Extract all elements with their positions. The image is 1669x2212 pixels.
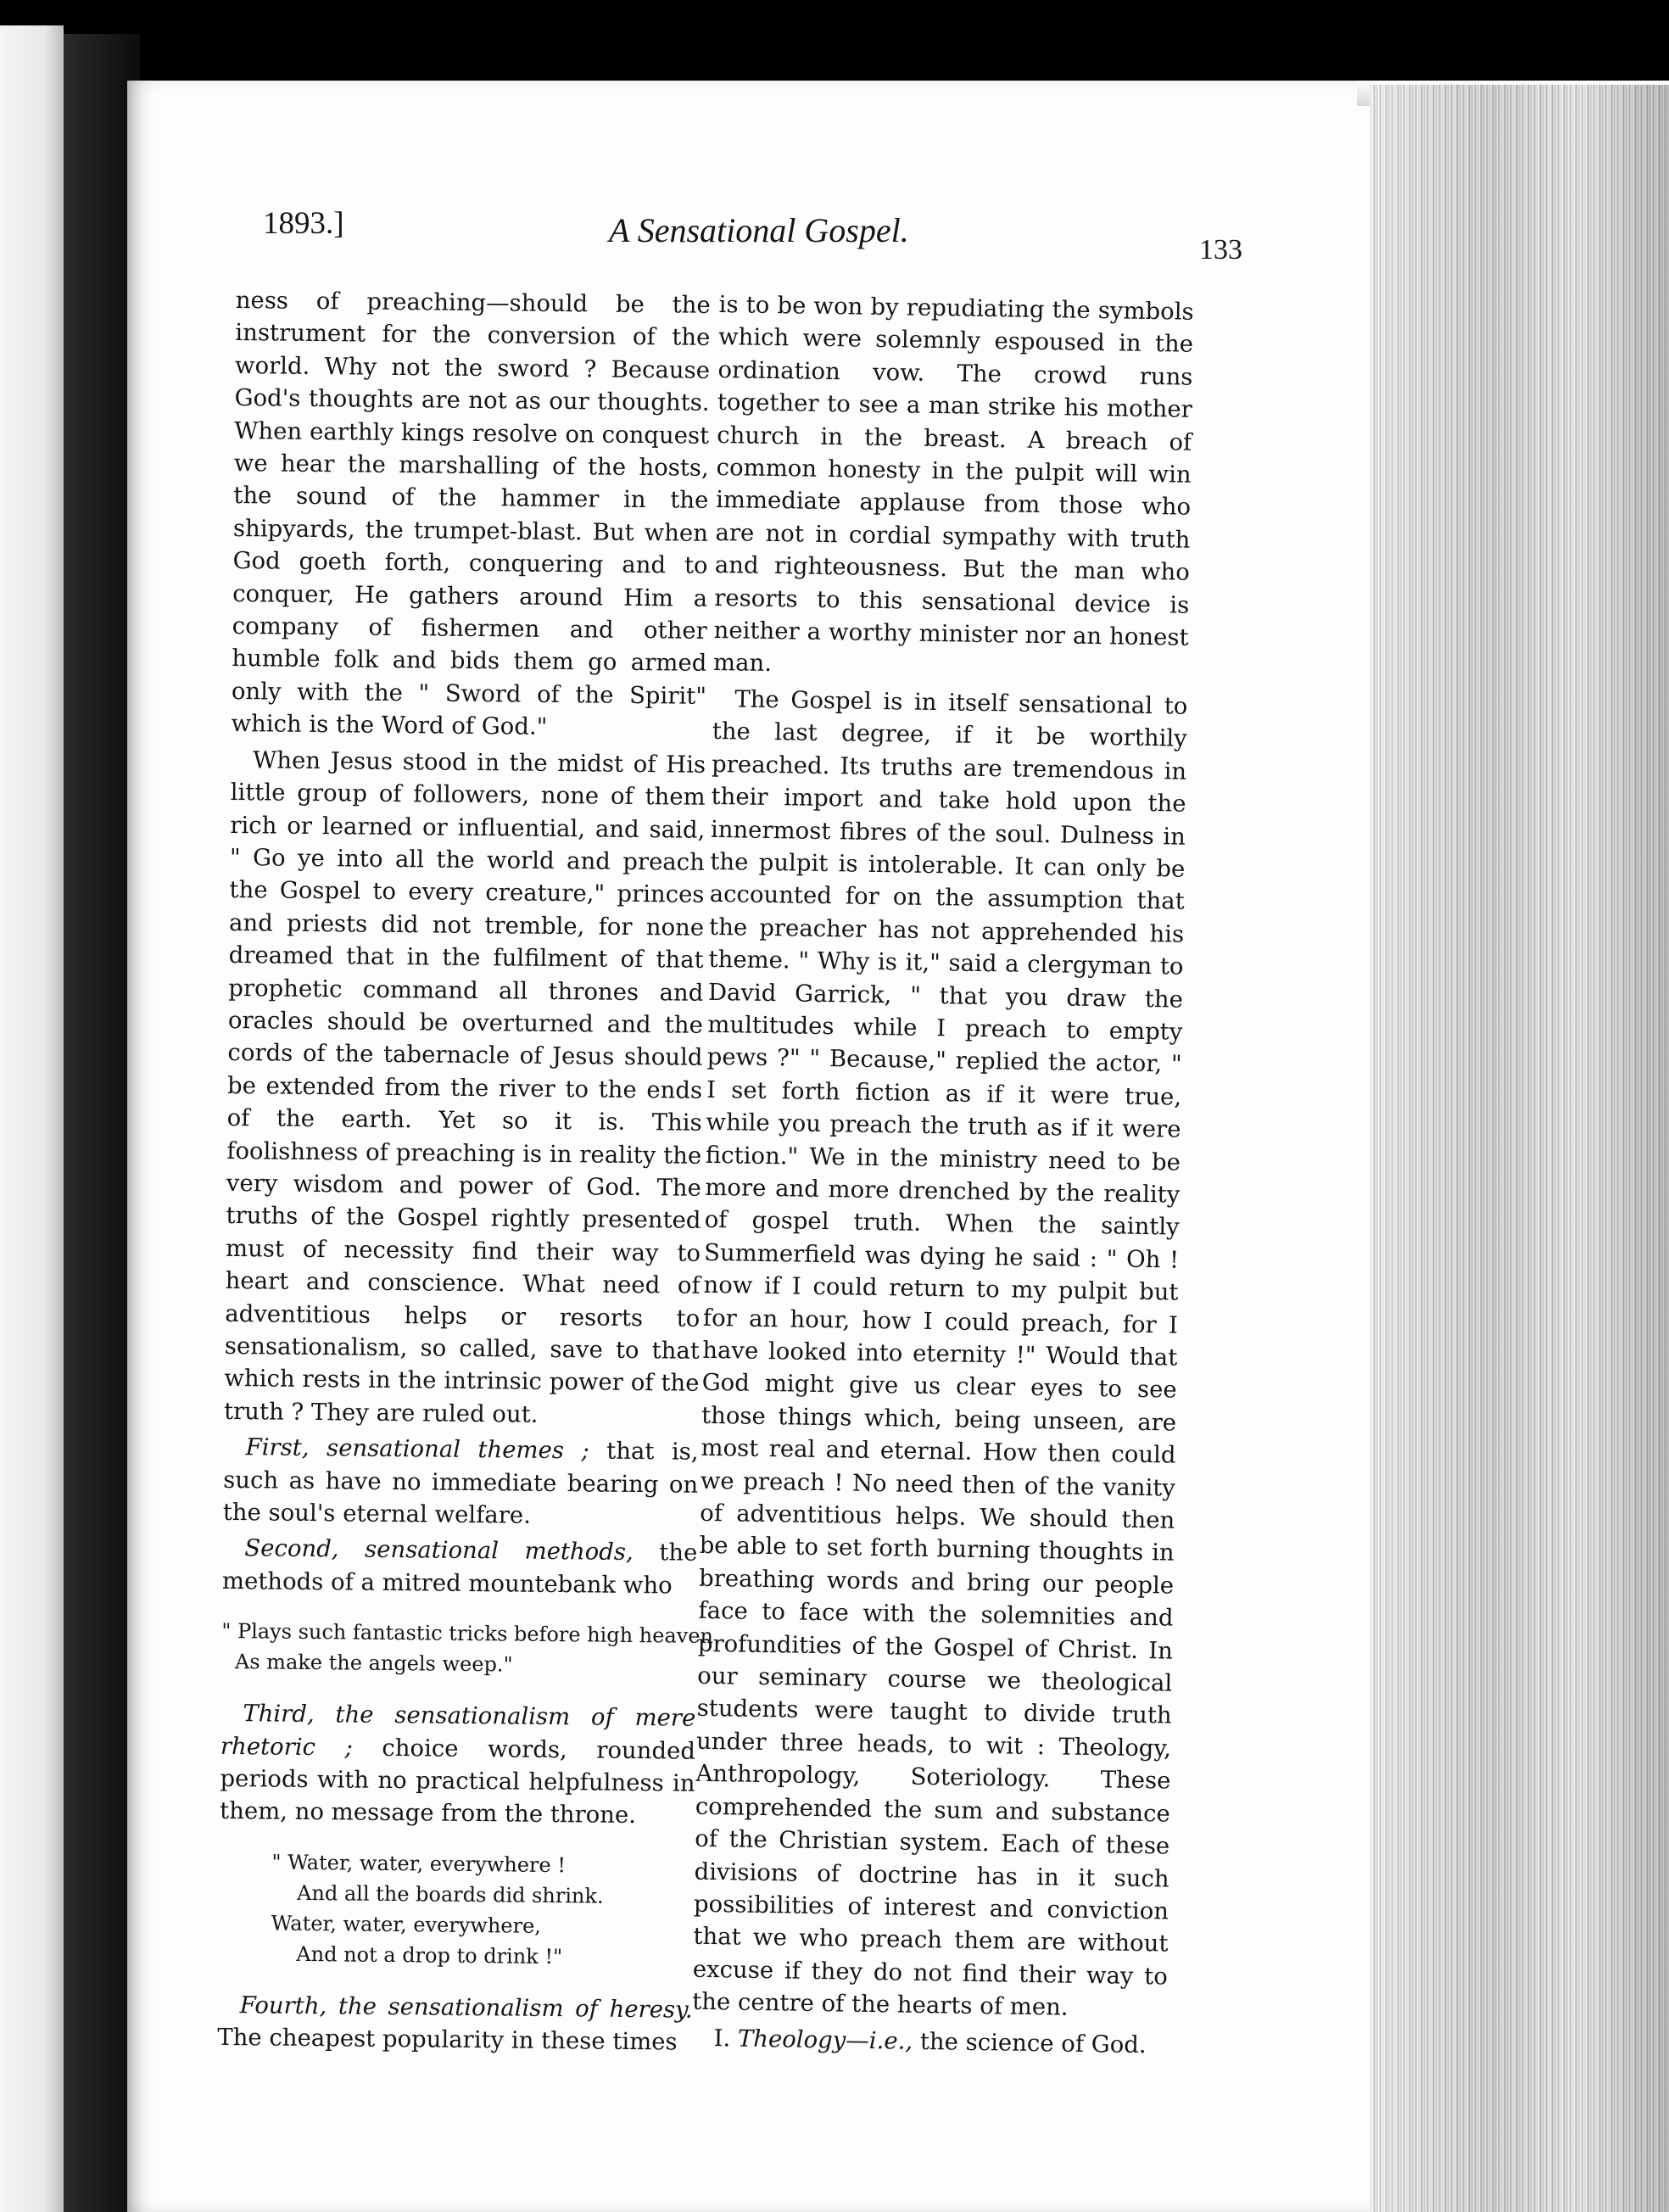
paragraph: ness of preaching—should be the instrument for the conversion of the world. Why not the sword ? Because God's thoughts are not as our thoughts. When earthly kings resolve on conquest we hear the marshalling of the hosts, the sound of the hammer in the shipyards, the trumpet-blast. But when God goeth forth, conquering and to conquer, He gathers around Him a company of fishermen and other humble folk and bids them go armed only with the " Sword of the Spirit" which is the Word of God.": [231, 286, 711, 741]
italic-lead: Theology—i.e.,: [737, 2025, 913, 2055]
italic-lead: Fourth, the sensationalism of heresy.: [239, 1991, 693, 2024]
paragraph: is to be won by repudiating the symbols which were solemnly espoused in the ordination vow. The crowd runs together to see a man strike his mother church in the breast. A breach of common honesty in the pulpit will win immediate applause from those who are not in cordial sympathy with truth and righteousness. But the man who resorts to this sensational device is neither a worthy minister nor an honest man.: [712, 290, 1194, 678]
text-column-right: [691, 288, 1194, 2061]
paragraph-text: that is, such as have no immediate bearing on the soul's eternal welfare.: [222, 1437, 699, 1529]
paragraph-text: the science of God.: [912, 2027, 1147, 2058]
paragraph: [222, 1532, 698, 1602]
verse-line: And not a drop to drink !": [296, 1941, 563, 1969]
running-head-year: 1893.]: [263, 206, 344, 241]
block-quote: [221, 1616, 714, 1682]
facing-page-edge: [0, 25, 64, 2212]
paragraph-text: The cheapest popularity in these times: [217, 2024, 678, 2056]
page-number: 133: [1199, 234, 1242, 265]
page-edges-stack: [1370, 85, 1669, 2212]
italic-lead: First, sensational themes ;: [245, 1433, 589, 1465]
verse-line: Water, water, everywhere,: [271, 1911, 542, 1938]
verse-line: " Water, water, everywhere !: [271, 1850, 567, 1878]
section-number: I.: [713, 2024, 739, 2053]
paragraph: When Jesus stood in the midst of His little group of followers, none of them rich or learned or influential, and said, " Go ye into all the world and preach the Gospel to every creature," princes and priests did not tremble, for none dreamed that in the fulfilment of that prophetic command all thrones and oracles should be overturned and the cords of the tabernacle of Jesus should be extended from the river to the ends of the earth. Yet so it is. This foolishness of preaching is in reality the very wisdom and power of God. The truths of the Gospel rightly presented must of necessity find their way to heart and conscience. What need of adventitious helps or resorts to sensationalism, so called, save to that which rests in the intrinsic power of the truth ? They are ruled out.: [223, 746, 706, 1428]
paragraph: [220, 1697, 696, 1832]
paragraph-text: choice words, rounded periods with no practical helpfulness in them, no message from the throne.: [219, 1734, 696, 1829]
text-column-left: [217, 284, 714, 2058]
quote-line: " Plays such fantastic tricks before high heaven: [221, 1619, 714, 1649]
italic-lead: Second, sensational methods,: [244, 1534, 634, 1567]
paragraph: The Gospel is in itself sensational to the last degree, if it be worthily preached. Its truths are tremendous in their import and take hold upon the innermost fibres of the soul. Dulness in the pulpit is intolerable. It can only be accounted for on the assumption that the preacher has not apprehended his theme. " Why is it," said a clergyman to David Garrick, " that you draw the multitudes while I preach to empty pews ?" " Because," replied the actor, " I set forth fiction as if it were true, while you preach the truth as if it were fiction." We in the ministry need to be more and more drenched by the reality of gospel truth. When the saintly Summerfield was dying he said : " Oh ! now if I could return to my pulpit but for an hour, how I could preach, for I have looked into eternity !" Would that God might give us clear eyes to see those things which, being unseen, are most real and eternal. How then could we preach ! No need then of the vanity of adventitious helps. We should then be able to set forth burning thoughts in breathing words and bring our people face to face with the solemnities and profundities of the Gospel of Christ. In our seminary course we theological students were taught to divide truth under three heads, to wit : Theology, Anthropology, Soteriology. These comprehended the sum and substance of the Christian system. Each of these divisions of doctrine has in it such possibilities of interest and conviction that we who preach them are without excuse if they do not find their way to the centre of the hearts of men.: [692, 685, 1188, 2021]
paragraph: [223, 1431, 699, 1533]
verse-quote: [218, 1846, 694, 1974]
paragraph: [217, 1989, 693, 2059]
quote-line: As make the angels weep.": [234, 1650, 513, 1677]
italic-lead: Third, the sensationalism of mere rhetoric ;: [220, 1700, 696, 1762]
paragraph-text: the methods of a mitred mountebank who: [221, 1539, 698, 1600]
verse-line: And all the boards did shrink.: [296, 1880, 604, 1908]
running-head-title: A Sensational Gospel.: [609, 211, 909, 249]
